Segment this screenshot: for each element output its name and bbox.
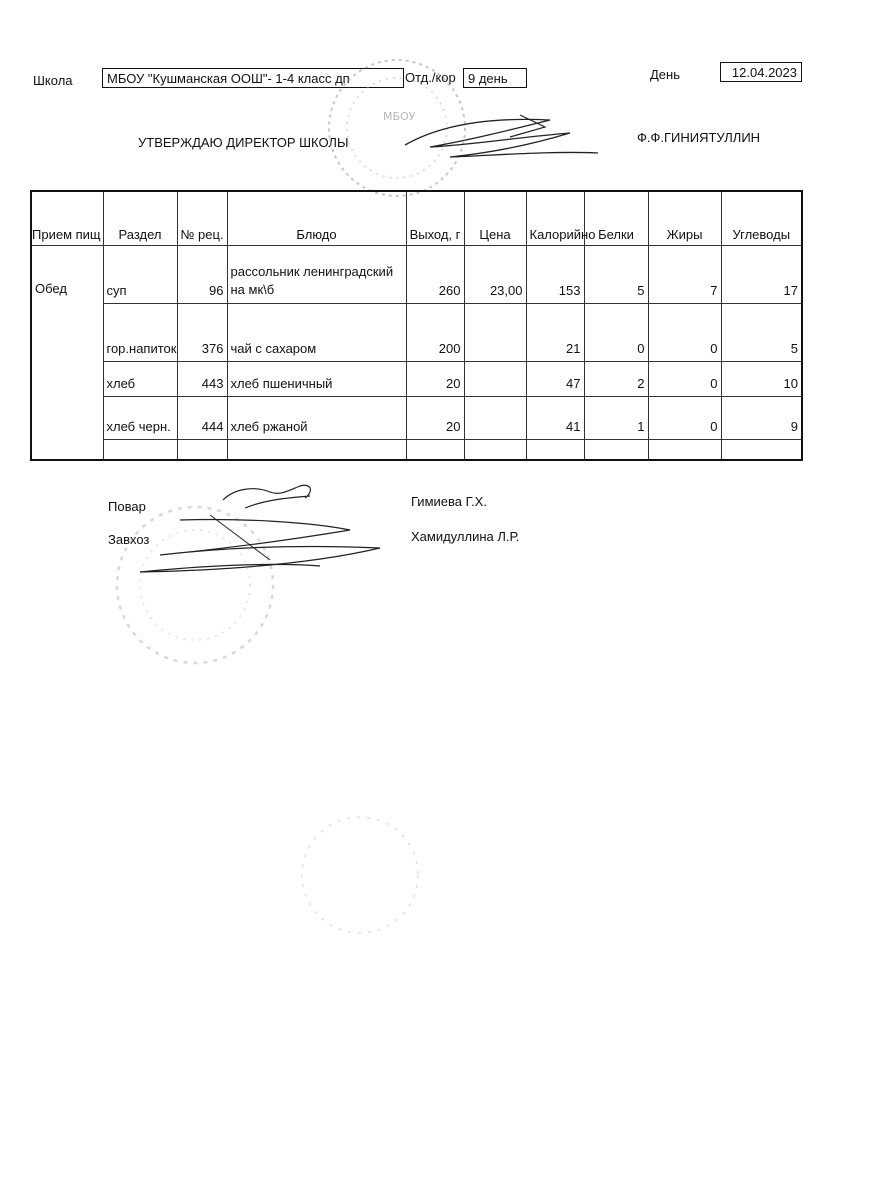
stamp-text: МБОУ [383, 110, 416, 123]
table-row [31, 397, 802, 440]
director-signature [400, 105, 610, 175]
department-label: Отд./кор [405, 70, 456, 85]
empty-cell [31, 440, 103, 460]
recipe-cell: 96 [177, 246, 227, 304]
table-header-row [31, 191, 802, 246]
col-dish: Блюдо [227, 191, 406, 246]
protein-cell: 0 [584, 304, 648, 362]
price-cell [464, 304, 526, 362]
empty-cell [526, 440, 584, 460]
section-cell: суп [103, 246, 177, 304]
col-meal: Прием пищ [31, 191, 103, 246]
output-cell: 200 [406, 304, 464, 362]
price-cell [464, 397, 526, 440]
table-row [31, 246, 802, 304]
calories-cell: 153 [526, 246, 584, 304]
output-cell: 260 [406, 246, 464, 304]
col-fat: Жиры [648, 191, 721, 246]
dish-cell: хлеб ржаной [227, 397, 406, 440]
protein-cell: 5 [584, 246, 648, 304]
section-cell: хлеб [103, 362, 177, 397]
col-price: Цена [464, 191, 526, 246]
empty-cell [721, 440, 802, 460]
school-name-field: МБОУ "Кушманская ООШ"- 1-4 класс дп [102, 68, 404, 88]
price-cell [464, 362, 526, 397]
col-protein: Белки [584, 191, 648, 246]
recipe-cell: 443 [177, 362, 227, 397]
carbs-cell: 10 [721, 362, 802, 397]
calories-cell: 21 [526, 304, 584, 362]
recipe-cell: 444 [177, 397, 227, 440]
meal-cell-empty [31, 304, 103, 362]
calories-cell: 41 [526, 397, 584, 440]
empty-cell [584, 440, 648, 460]
day-number-field: 9 день [463, 68, 527, 88]
dish-cell: хлеб пшеничный [227, 362, 406, 397]
fat-cell: 0 [648, 397, 721, 440]
dish-cell: чай с сахаром [227, 304, 406, 362]
school-stamp [325, 40, 475, 210]
section-cell: хлеб черн. [103, 397, 177, 440]
cook-name: Гимиева Г.Х. [411, 494, 487, 509]
protein-cell: 1 [584, 397, 648, 440]
date-field: 12.04.2023 [720, 62, 802, 82]
supply-manager-label: Завхоз [108, 532, 150, 547]
cook-signature [215, 478, 325, 518]
empty-cell [103, 440, 177, 460]
calories-cell: 47 [526, 362, 584, 397]
school-label: Школа [33, 73, 73, 88]
approve-heading: УТВЕРЖДАЮ ДИРЕКТОР ШКОЛЫ [138, 135, 349, 150]
col-calories: Калорийно [526, 191, 584, 246]
section-cell: гор.напиток [103, 304, 177, 362]
price-cell: 23,00 [464, 246, 526, 304]
output-cell: 20 [406, 397, 464, 440]
director-name: Ф.Ф.ГИНИЯТУЛЛИН [637, 130, 761, 145]
footer-stamp [95, 490, 295, 670]
menu-table [30, 190, 803, 461]
table-row [31, 362, 802, 397]
supply-manager-signature [120, 500, 390, 590]
col-output: Выход, г [406, 191, 464, 246]
recipe-cell: 376 [177, 304, 227, 362]
day-label: День [650, 67, 680, 82]
table-row [31, 304, 802, 362]
cook-label: Повар [108, 499, 146, 514]
fat-cell: 7 [648, 246, 721, 304]
col-section: Раздел [103, 191, 177, 246]
dish-cell: рассольник ленинградский на мк\б [227, 246, 406, 304]
meal-name: Обед [31, 246, 103, 304]
meal-cell-empty [31, 362, 103, 397]
carbs-cell: 9 [721, 397, 802, 440]
meal-cell-empty [31, 397, 103, 440]
empty-cell [406, 440, 464, 460]
table-row-empty [31, 440, 802, 460]
output-cell: 20 [406, 362, 464, 397]
faint-stamp [290, 805, 430, 945]
empty-cell [464, 440, 526, 460]
carbs-cell: 17 [721, 246, 802, 304]
protein-cell: 2 [584, 362, 648, 397]
empty-cell [648, 440, 721, 460]
carbs-cell: 5 [721, 304, 802, 362]
fat-cell: 0 [648, 362, 721, 397]
fat-cell: 0 [648, 304, 721, 362]
col-carbs: Углеводы [721, 191, 802, 246]
supply-manager-name: Хамидуллина Л.Р. [411, 529, 520, 544]
empty-cell [177, 440, 227, 460]
col-recipe: № рец. [177, 191, 227, 246]
empty-cell [227, 440, 406, 460]
